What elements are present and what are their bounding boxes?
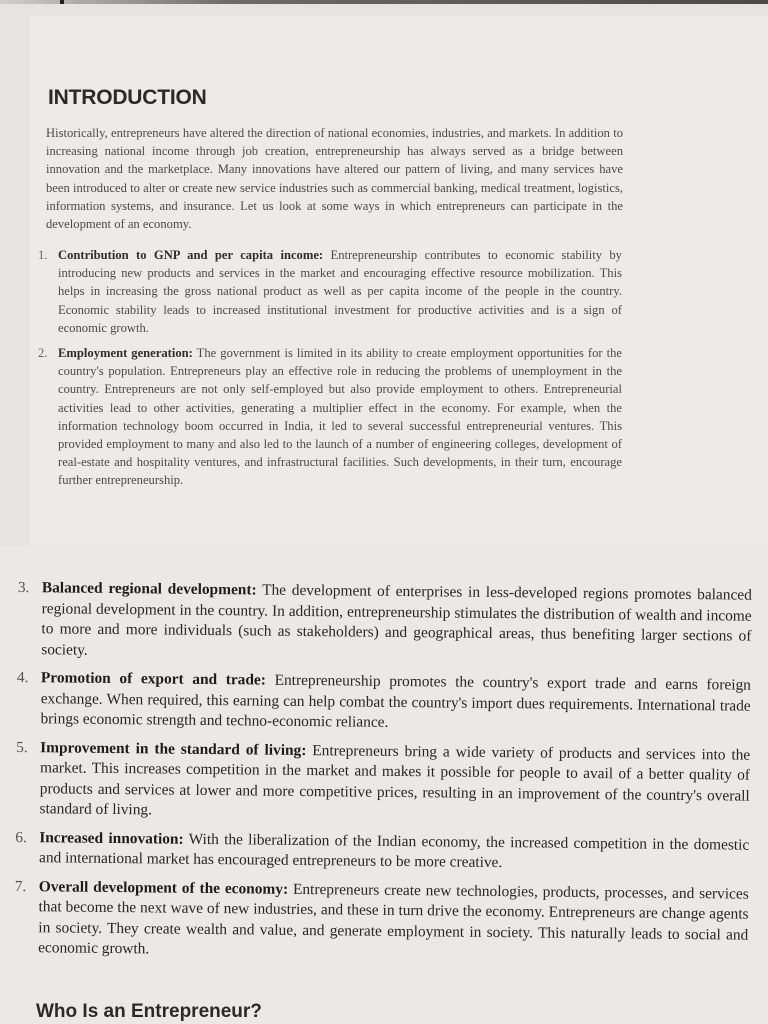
item-text: The government is limited in its ability to create employment opportunities for the country's population. Entrepreneurs play an effective role in reducing the problems of unemployment in the country. Entrepreneurs are not only self-employed but also provide employment to others. Entrepreneurial activities lead to other activities, generating a multiplier effect in the economy. For example, when the information technology boom occurred in India, it led to several successful entrepreneurial ventures. This provided employment to many and also led to the launch of a number of engineering colleges, development of real-estate and hospitality ventures, and infrastructural facilities. Such developments, in their turn, encourage further entrepreneurship. <box>58 346 623 488</box>
page-edge <box>0 0 768 4</box>
item-number: 7. <box>14 877 27 895</box>
section-subheading: Who Is an Entrepreneur? <box>36 1001 262 1022</box>
item-number: 5. <box>16 738 28 756</box>
list-item <box>16 668 751 737</box>
item-text: Entrepreneurship contributes to economic stability by introducing new products and services in the market and encouraging effective resource mobilization. This helps in increasing the gross national product as well as per capita income of the people in the country. Economic stability leads to increased institutional investment for productive activities and is a sign of economic growth. <box>58 248 622 335</box>
list-item <box>15 827 749 876</box>
item-text: Entrepreneurship promotes the country's export trade and earns foreign exchange. When required, this earning can help combat the country's import dues requirements. International trade brings economic strength and techno-economic reliance. <box>40 671 752 731</box>
item-text: Entrepreneurs bring a wide variety of products and services into the market. This increases competition in the market and makes it possible for people to avail of a better quality of products and services at lower and more competitive prices, resulting in an improvement of the country's overall standard of living. <box>39 741 751 819</box>
item-text: With the liberalization of the Indian economy, the increased competition in the domestic and international market has encouraged entrepreneurs to be more creative. <box>38 830 750 872</box>
item-number: 2. <box>38 346 48 361</box>
item-number: 4. <box>16 668 29 687</box>
edge-mark <box>60 0 64 4</box>
contribution-list-top <box>38 246 622 497</box>
section-heading: INTRODUCTION <box>48 86 207 109</box>
item-title: Promotion of export and trade: <box>40 669 267 689</box>
item-number: 3. <box>17 578 30 597</box>
list-item <box>38 246 622 337</box>
item-number: 1. <box>38 248 48 262</box>
list-item <box>14 876 749 966</box>
item-number: 6. <box>15 828 27 846</box>
list-item <box>38 344 622 490</box>
list-item <box>15 737 750 827</box>
item-text: The development of enterprises in less-developed regions promotes balanced regional development in the country. In addition, entrepreneurship stimulates the distribution of wealth and income to more and more individuals (such as stakeholders) and geographical areas, thus benefiting larger sections of society. <box>41 581 752 659</box>
item-title: Increased innovation: <box>39 828 184 848</box>
list-item <box>17 578 752 668</box>
item-title: Improvement in the standard of living: <box>40 738 307 759</box>
item-title: Overall development of the economy: <box>38 877 289 898</box>
intro-paragraph: Historically, entrepreneurs have altered the direction of national economies, industries, and markets. In addition to increasing national income through job creation, entrepreneurship has always served as a bridge between innovation and the marketplace. Many innovations have altered our pattern of living, and many services have been introduced to alter or create new service industries such as commercial banking, medical treatment, logistics, information systems, and insurance. Let us look at some ways in which entrepreneurs can participate in the development of an economy. <box>46 126 623 232</box>
contribution-list-bottom <box>14 578 752 974</box>
item-title: Balanced regional development: <box>41 579 257 599</box>
item-text: Entrepreneurs create new technologies, products, processes, and services that become the next wave of new industries, and these in turn drive the economy. Entrepreneurs are change agents in society. They create wealth and value, and generate employment in society. This naturally leads to social and economic growth. <box>38 880 749 958</box>
item-title: Contribution to GNP and per capita income: <box>58 248 324 262</box>
item-title: Employment generation: <box>58 346 193 361</box>
